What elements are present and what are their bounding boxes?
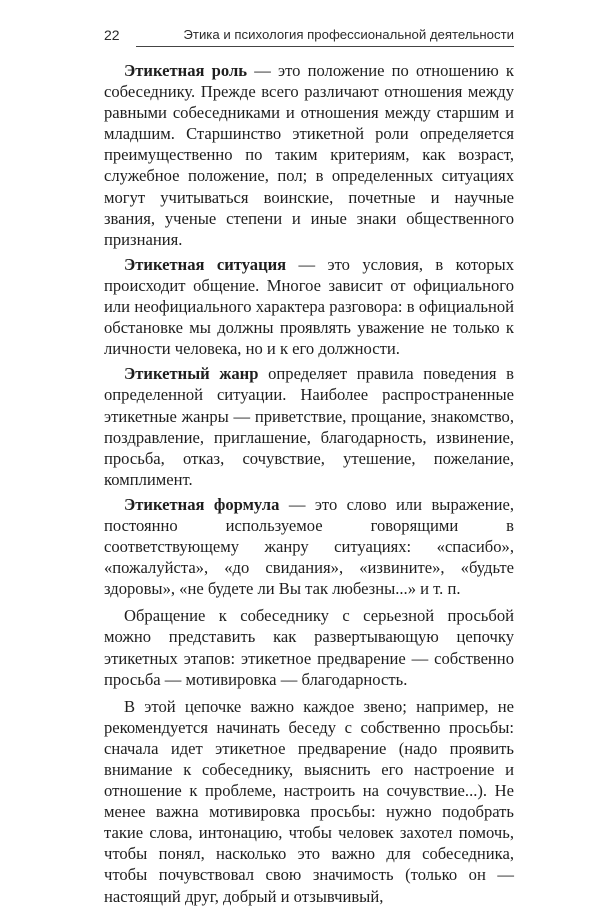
header-rule	[136, 46, 514, 47]
term-etiquette-formula: Этикетная формула	[124, 494, 280, 514]
paragraph-chain-links	[104, 696, 514, 907]
paragraph-etiquette-situation	[104, 254, 514, 359]
term-etiquette-role: Этикетная роль	[124, 61, 248, 80]
paragraph-text: определяет правила поведения в определенной ситуации. Наиболее распространенные этикетные жанры — приветствие, прощание, знакомство, поздравление, приглашение, благодарность, извинение, просьба, отказ, сочувствие, утешение, пожелание, комплимент.	[104, 364, 514, 489]
body-text	[104, 60, 514, 913]
term-etiquette-situation: Этикетная ситуация	[124, 254, 287, 274]
page-number: 22	[104, 27, 120, 43]
paragraph-etiquette-formula	[104, 494, 514, 599]
paragraph-etiquette-role	[104, 60, 514, 250]
page-header	[104, 24, 514, 46]
paragraph-etiquette-genre	[104, 363, 514, 490]
paragraph-text: В этой цепочке важно каждое звено; например, не рекомендуется начинать беседу с собственно просьбы: сначала идет этикетное предварение (надо проявить внимание к собеседнику, выяснить его настроение и отношение к проблеме, настроить на сочувствие...). Не менее важна мотивировка просьбы: нужно подобрать такие слова, интонацию, чтобы человек захотел помочь, чтобы понял, насколько это важно для собеседника, чтобы почувствовал свою значимость (только он — настоящий друг, добрый и отзывчивый,	[104, 696, 514, 906]
running-title: Этика и психология профессиональной деятельности	[183, 27, 514, 42]
paragraph-text: — это условия, в которых происходит общение. Многое зависит от официального или неофициального характера разговора: в официальной обстановке мы должны проявлять уважение не только к личности человека, но и к его должности.	[104, 254, 514, 359]
paragraph-request-chain	[104, 605, 514, 689]
paragraph-text: — это положение по отношению к собеседнику. Прежде всего различают отношения между равными собеседниками и отношения между старшим и младшим. Старшинство этикетной роли определяется преимущественно по таким критериям, как возраст, служебное положение, пол; в определенных ситуациях могут учитываться воинские, почетные и научные звания, ученые степени и иные знаки общественного признания.	[104, 61, 514, 249]
paragraph-text: Обращение к собеседнику с серьезной просьбой можно представить как развертывающую цепочку этикетных этапов: этикетное предварение — собственно просьба — мотивировка — благодарность.	[104, 606, 514, 689]
term-etiquette-genre: Этикетный жанр	[124, 364, 259, 384]
paragraph-text: — это слово или выражение, постоянно используемое говорящими в соответствующему жанру ситуациях: «спасибо», «пожалуйста», «до свидания», «извините», «будьте здоровы», «не будете ли Вы так любезны...» и т. п.	[104, 494, 514, 599]
